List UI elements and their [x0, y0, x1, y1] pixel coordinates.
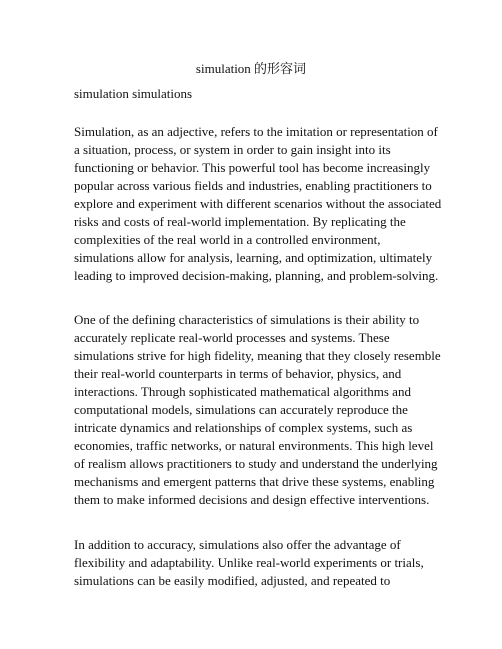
- paragraph-2: One of the defining characteristics of simulations is their ability to accurately replicate real-world processes and systems. These simulations strive for high fidelity, meaning that they closely resemble their real-world counterparts in terms of behavior, physics, and interactions. Through sophisticated mathematical algorithms and computational models, simulations can accurately reproduce the intricate dynamics and relationships of complex systems, such as economies, traffic networks, or natural environments. This high level of realism allows practitioners to study and understand the underlying mechanisms and emergent patterns that drive these systems, enabling them to make informed decisions and design effective interventions.: [74, 312, 441, 507]
- paragraph-1: Simulation, as an adjective, refers to the imitation or representation of a situation, process, or system in order to gain insight into its functioning or behavior. This powerful tool has become increasingly popular across various fields and industries, enabling practitioners to explore and experiment with different scenarios without the associated risks and costs of real-world implementation. By replicating the complexities of the real world in a controlled environment, simulations allow for analysis, learning, and optimization, ultimately leading to improved decision-making, planning, and problem-solving.: [74, 124, 442, 283]
- paragraph-3: In addition to accuracy, simulations also offer the advantage of flexibility and adaptability. Unlike real-world experiments or trials, simulations can be easily modified, adjusted, and repeated to: [74, 537, 424, 588]
- document-subtitle: simulation simulations: [74, 86, 193, 101]
- document-title: simulation 的形容词: [195, 61, 307, 76]
